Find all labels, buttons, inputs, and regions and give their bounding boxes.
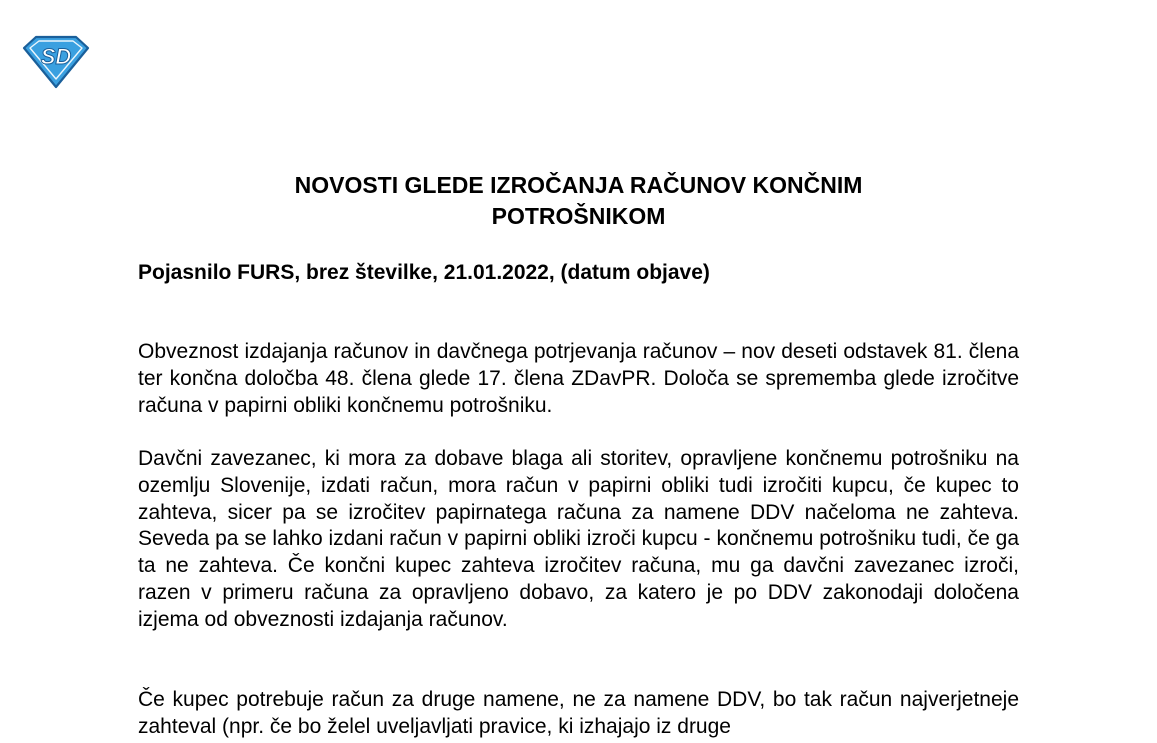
paragraph-3: Če kupec potrebuje račun za druge namene, ne za namene DDV, bo tak račun najverjetneje zahteval (npr. če bo želel uveljavljati pravice, ki izhajajo iz druge [138, 688, 1019, 738]
paragraph-1: Obveznost izdajanja računov in davčnega potrjevanja računov – nov deseti odstavek 81. člena ter končna določba 48. člena glede 17. člena ZDavPR. Določa se sprememba glede izročitve računa v papirni obliki končnemu potrošniku. [138, 340, 1019, 417]
svg-text:SD: SD [40, 44, 72, 69]
document-title-line-1: NOVOSTI GLEDE IZROČANJA RAČUNOV KONČNIM [294, 172, 863, 198]
sd-diamond-logo-icon [20, 34, 92, 90]
document-title-line-2: POTROŠNIKOM [491, 203, 666, 229]
paragraph-2: Davčni zavezanec, ki mora za dobave blaga ali storitev, opravljene končnemu potrošniku na ozemlju Slovenije, izdati račun, mora račun v papirni obliki tudi izročiti kupcu, če kupec to zahteva, sicer pa se izročitev papirnatega računa za namene DDV načeloma ne zahteva. Seveda pa se lahko izdani račun v papirni obliki izroči kupcu - končnemu potrošniku tudi, če ga ta ne zahteva. Če končni kupec zahteva izročitev računa, mu ga davčni zavezanec izroči, razen v primeru računa za opravljeno dobavo, za katero je po DDV zakonodaji določena izjema od obveznosti izdajanja računov. [138, 447, 1019, 631]
document-title [138, 170, 1019, 232]
document-subtitle: Pojasnilo FURS, brez številke, 21.01.2022, (datum objave) [138, 261, 710, 284]
